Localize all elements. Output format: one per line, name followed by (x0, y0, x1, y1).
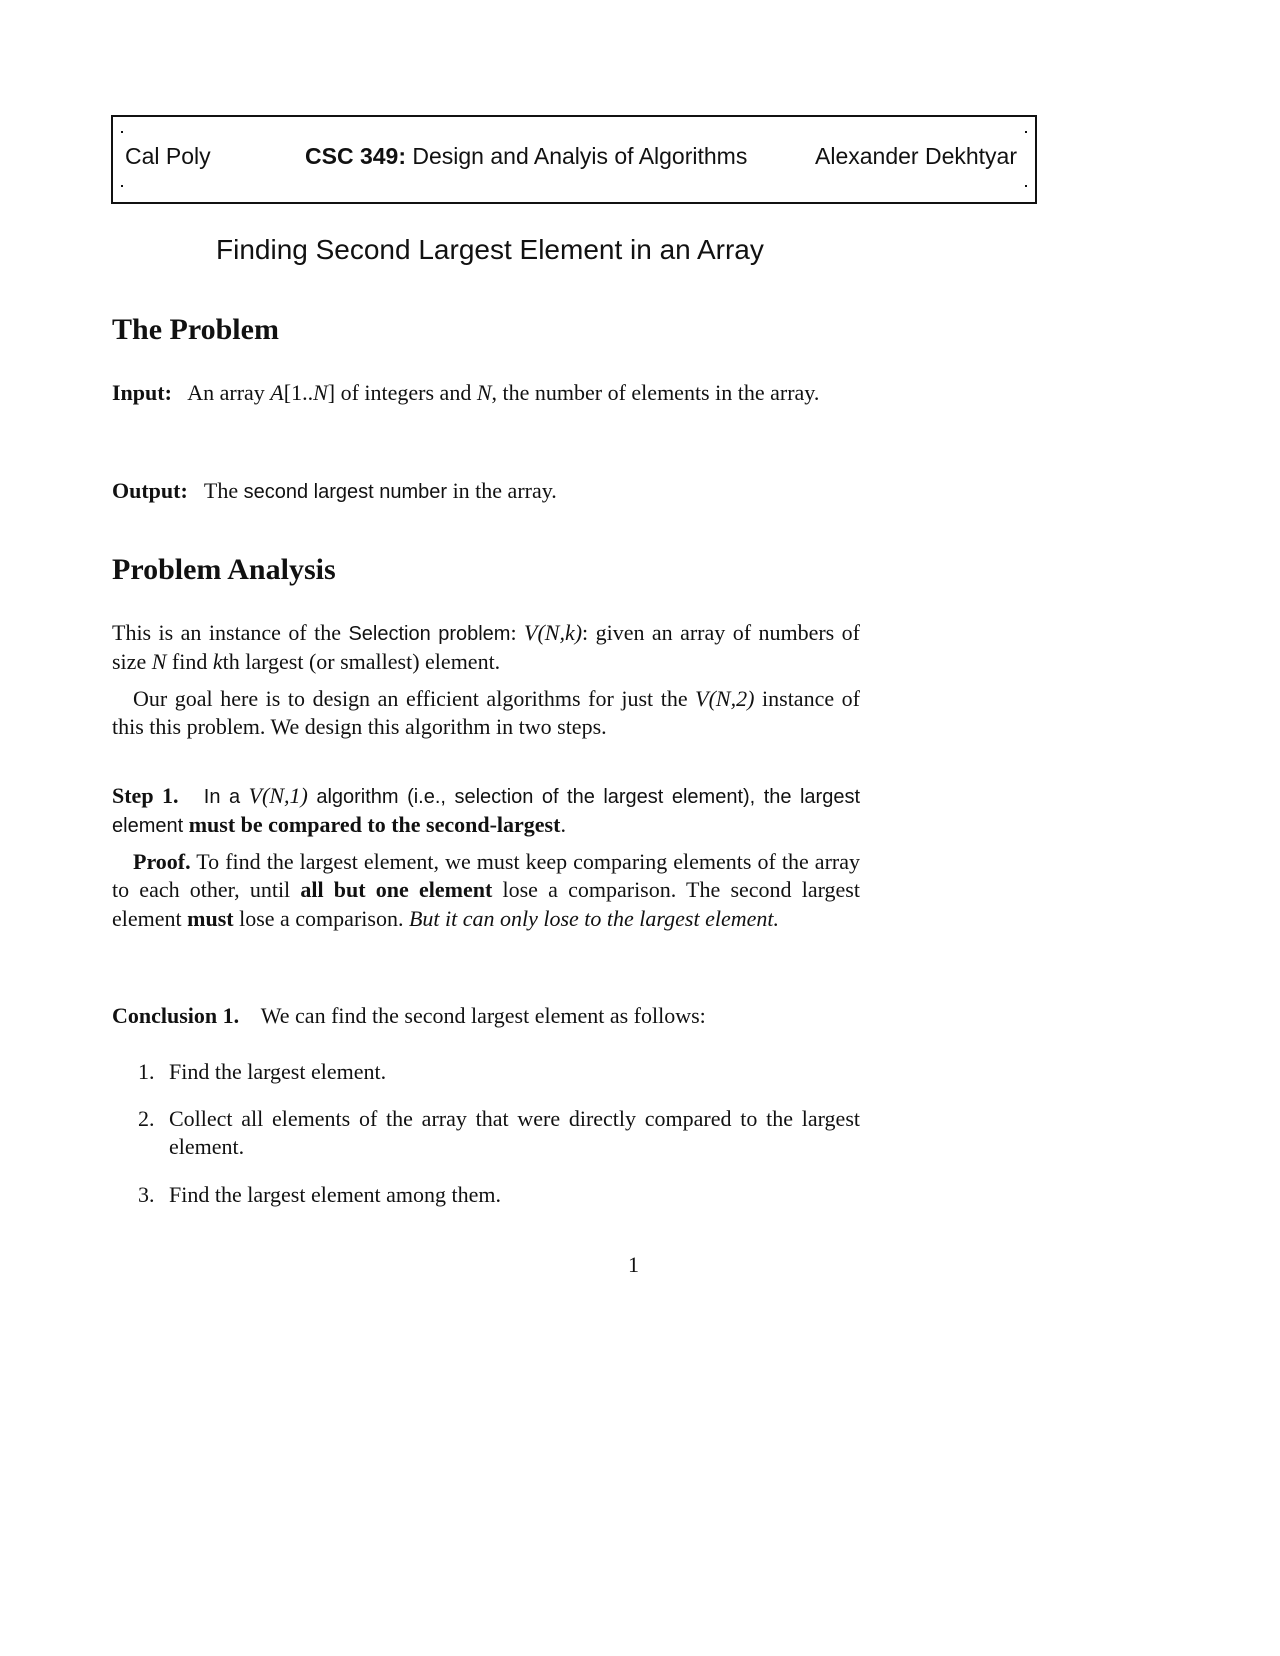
text: In a (203, 786, 249, 808)
section-heading-problem: The Problem (112, 313, 279, 346)
math: V(N,2) (695, 686, 755, 711)
input-paragraph (112, 379, 860, 407)
course-code: CSC 349: (305, 143, 406, 169)
text: An array (187, 380, 271, 405)
math: N (476, 380, 492, 405)
document-title: Finding Second Largest Element in an Array (216, 234, 764, 265)
step-1-paragraph (112, 782, 860, 841)
input-label: Input: (112, 380, 172, 405)
list-text: Find the largest element among them. (169, 1182, 501, 1207)
analysis-paragraph-1 (112, 619, 860, 677)
math: V(N,1) (248, 783, 308, 808)
math: N (313, 380, 328, 405)
step-label: Step 1. (112, 783, 179, 808)
text: : given an array of numbers of size (112, 620, 860, 675)
conclusion-label: Conclusion 1. (112, 1003, 240, 1028)
list-number: 2. (138, 1106, 155, 1131)
text: To find the largest element, we must keep comparing elements of the array to each other, until (112, 849, 860, 903)
list-number: 1. (138, 1059, 155, 1084)
course-name: Design and Analyis of Algorithms (412, 143, 748, 169)
text: find (166, 649, 213, 675)
header-course (305, 142, 747, 170)
math: ] (327, 380, 336, 405)
header-author: Alexander Dekhtyar (815, 143, 1017, 169)
emphasis: must be compared to the second-largest (188, 812, 561, 838)
text: th largest (or smallest) element. (222, 649, 501, 675)
text: algorithm (i.e., selection of the largest element), the largest element (112, 786, 861, 838)
output-label: Output: (112, 478, 188, 503)
corner-dot (1025, 185, 1027, 187)
output-paragraph (112, 477, 860, 506)
conclusion-paragraph (112, 1002, 860, 1030)
header-institution: Cal Poly (125, 143, 211, 169)
list-number: 3. (138, 1182, 155, 1207)
math: V(N,k) (524, 620, 583, 645)
page-number: 1 (628, 1252, 639, 1277)
text: This is an instance of the (112, 620, 349, 645)
text: instance of this this problem. We design this algorithm in two steps. (112, 686, 860, 740)
text: We can find the second largest element as follows: (260, 1003, 706, 1028)
math: k (212, 649, 223, 675)
corner-dot (121, 185, 123, 187)
text: lose a comparison. The second largest element (112, 877, 860, 931)
list-text: Collect all elements of the array that were directly compared to the largest element. (169, 1106, 860, 1160)
italic-text: But it can only lose to the largest element. (408, 905, 779, 931)
analysis-paragraph-2 (112, 685, 860, 742)
math: [1.. (283, 380, 314, 405)
text: lose a comparison. (233, 905, 409, 931)
highlight-term: second largest number (243, 481, 448, 503)
list-item (138, 1105, 860, 1162)
highlight-term: Selection problem (348, 623, 511, 645)
text: . (560, 812, 566, 838)
list-text: Find the largest element. (169, 1059, 387, 1084)
text: of integers and (335, 380, 477, 405)
text: : (510, 620, 525, 645)
text: Our goal here is to design an efficient algorithms for just the (133, 686, 696, 711)
math: N (151, 649, 167, 675)
text: , the number of elements in the array. (491, 380, 820, 405)
list-item (138, 1181, 860, 1209)
emphasis: all but one element (300, 877, 493, 903)
math: A (270, 380, 284, 405)
proof-paragraph (112, 848, 860, 933)
list-item (138, 1058, 860, 1086)
emphasis: must (187, 905, 234, 931)
corner-dot (1025, 131, 1027, 133)
text: The (203, 478, 244, 503)
section-heading-analysis: Problem Analysis (112, 553, 336, 586)
text: in the array. (447, 478, 557, 503)
proof-label: Proof. (133, 849, 191, 874)
corner-dot (121, 131, 123, 133)
